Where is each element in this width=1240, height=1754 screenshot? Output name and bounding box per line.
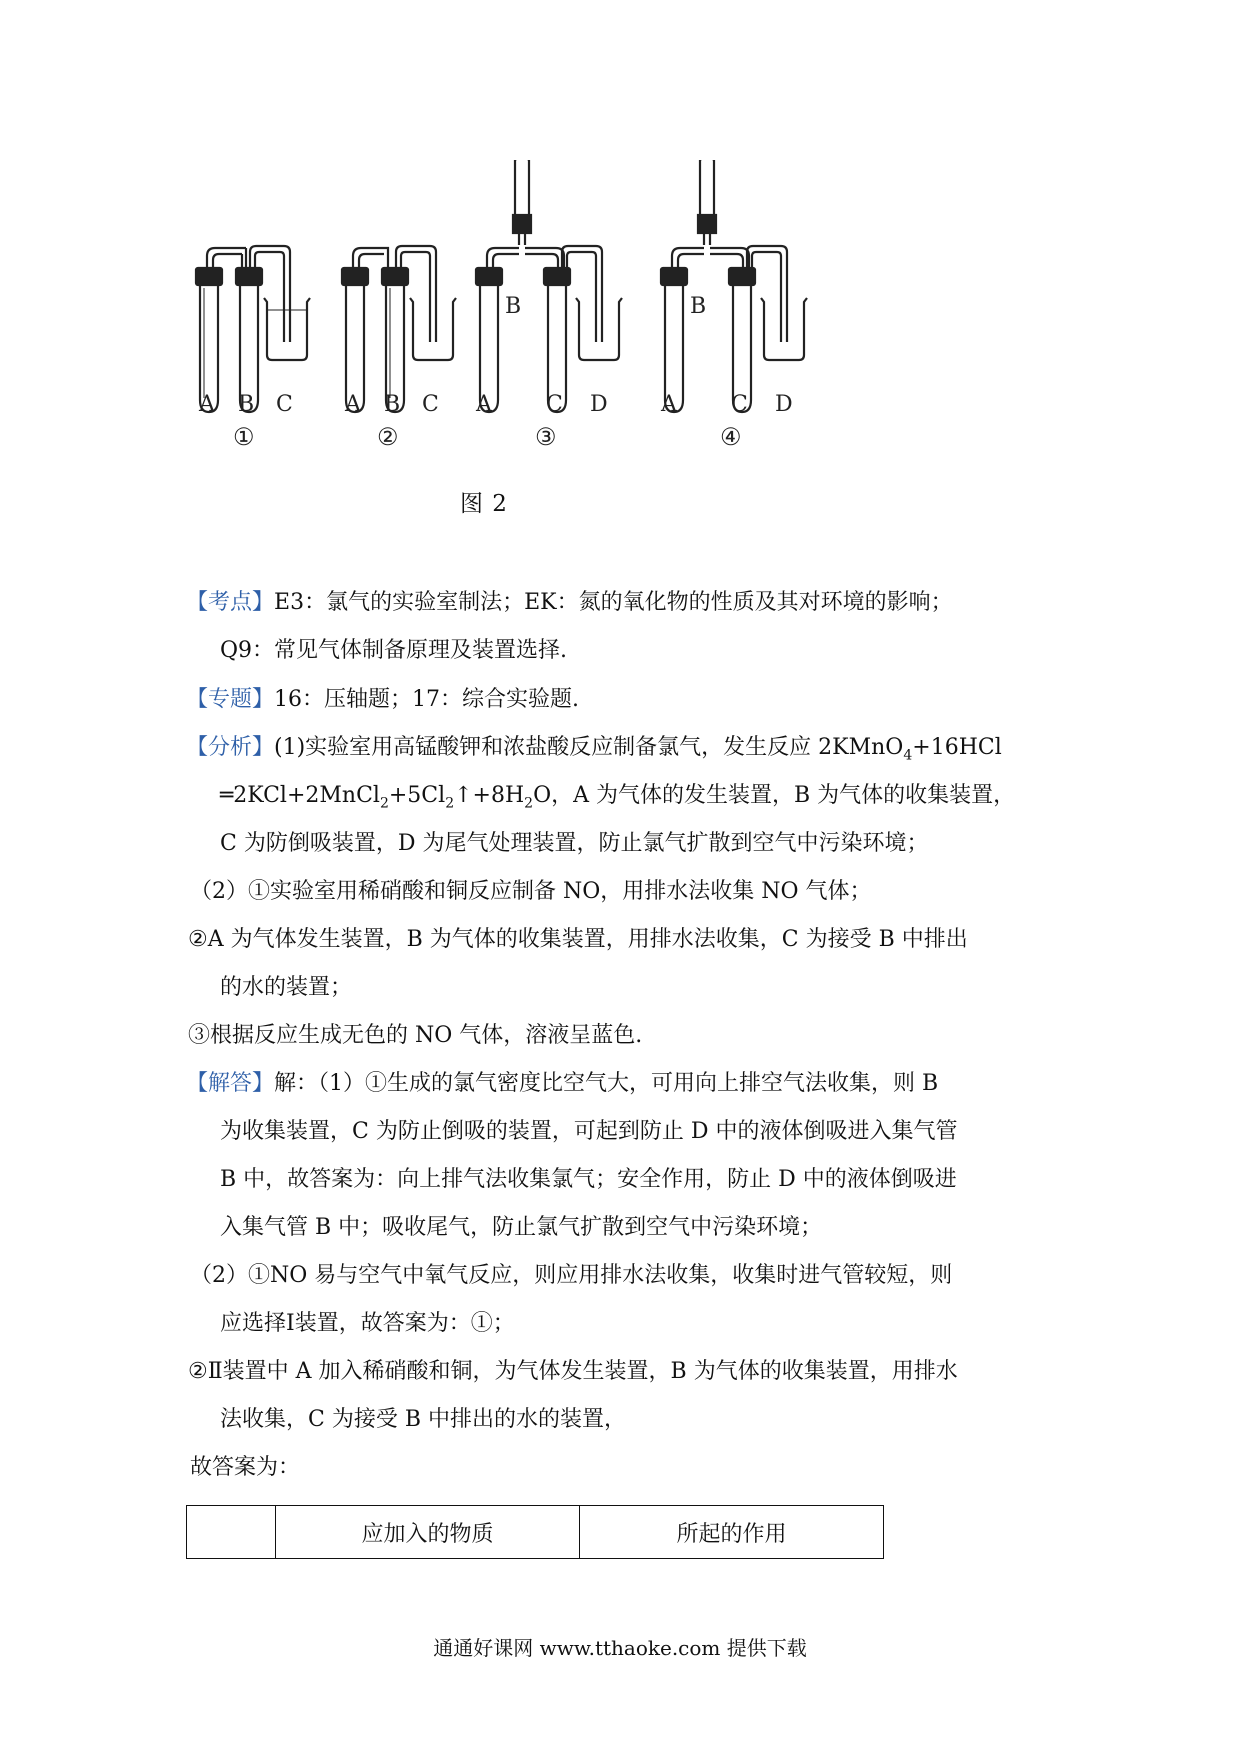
apparatus-4 — [661, 160, 807, 412]
fenxi-text-1: (1)实验室用高锰酸钾和浓盐酸反应制备氯气，发生反应 2KMnO — [274, 735, 904, 760]
kaodian-line-1 — [186, 588, 953, 618]
apparatus-diagram — [180, 160, 940, 460]
label-1-C: C — [276, 392, 293, 417]
jieda-line-5: （2）①NO 易与空气中氧气反应，则应用排水法收集，收集时进气管较短，则 — [190, 1263, 953, 1288]
fenxi-line-7: ③根据反应生成无色的 NO 气体，溶液呈蓝色. — [188, 1023, 643, 1048]
label-2-C: C — [422, 392, 439, 417]
label-4-A: A — [661, 392, 677, 417]
kaodian-tag: 【考点】 — [186, 590, 275, 615]
label-3-B: B — [505, 294, 522, 319]
label-4-id: ④ — [720, 423, 742, 451]
jieda-line-6: 应选择Ⅰ装置，故答案为：①； — [220, 1311, 515, 1336]
fenxi-tag: 【分析】 — [186, 735, 275, 760]
label-3-id: ③ — [535, 423, 557, 451]
apparatus-figure — [180, 160, 940, 460]
zhuanti-line-1 — [186, 685, 579, 715]
fenxi-eq-a: ═2KCl+2MnCl — [220, 783, 380, 808]
fenxi-line-5: ②A 为气体发生装置，B 为气体的收集装置，用排水法收集，C 为接受 B 中排出 — [188, 927, 968, 952]
table-header-blank — [187, 1506, 276, 1559]
table-header-substance: 应加入的物质 — [276, 1506, 580, 1559]
table-header-role: 所起的作用 — [580, 1506, 884, 1559]
jieda-line-3: B 中，故答案为：向上排气法收集氯气；安全作用，防止 D 中的液体倒吸进 — [220, 1167, 957, 1192]
label-2-B: B — [384, 392, 401, 417]
label-2-A: A — [345, 392, 361, 417]
label-2-id: ② — [377, 423, 399, 451]
jieda-line-1 — [186, 1069, 938, 1099]
zhuanti-text-1: 16：压轴题；17：综合实验题. — [274, 687, 579, 712]
label-1-id: ① — [233, 423, 255, 451]
label-3-A: A — [476, 392, 492, 417]
jieda-text-1: 解：（1）①生成的氯气密度比空气大，可用向上排空气法收集，则 B — [274, 1071, 939, 1096]
jieda-line-8: 法收集，C 为接受 B 中排出的水的装置， — [220, 1407, 626, 1432]
fenxi-eq-d: O，A 为气体的发生装置，B 为气体的收集装置， — [533, 783, 1016, 808]
kaodian-line-2: Q9：常见气体制备原理及装置选择. — [220, 638, 568, 663]
label-4-C: C — [731, 392, 748, 417]
apparatus-1 — [196, 246, 310, 412]
jieda-line-7: ②Ⅱ装置中 A 加入稀硝酸和铜，为气体发生装置，B 为气体的收集装置，用排水 — [188, 1359, 958, 1384]
apparatus-3 — [476, 160, 622, 412]
fenxi-sub-1: 4 — [903, 747, 913, 764]
fenxi-eq-sub3: 2 — [524, 795, 534, 812]
fenxi-text-1-tail: +16HCl — [912, 735, 1002, 760]
fenxi-eq-sub1: 2 — [379, 795, 389, 812]
label-3-D: D — [590, 392, 608, 417]
label-4-D: D — [775, 392, 793, 417]
label-1-A: A — [199, 392, 215, 417]
jieda-line-2: 为收集装置，C 为防止倒吸的装置，可起到防止 D 中的液体倒吸进入集气管 — [220, 1119, 958, 1144]
figure-caption: 图 2 — [460, 491, 508, 517]
answer-table — [186, 1505, 884, 1559]
zhuanti-tag: 【专题】 — [186, 687, 275, 712]
fenxi-line-4: （2）①实验室用稀硝酸和铜反应制备 NO，用排水法收集 NO 气体； — [190, 879, 872, 904]
fenxi-eq-c: ↑+8H — [454, 783, 525, 808]
label-1-B: B — [238, 392, 255, 417]
fenxi-line-2 — [220, 781, 1015, 811]
apparatus-2 — [342, 246, 456, 412]
jieda-line-4: 入集气管 B 中；吸收尾气，防止氯气扩散到空气中污染环境； — [220, 1215, 823, 1240]
fenxi-line-3: C 为防倒吸装置，D 为尾气处理装置，防止氯气扩散到空气中污染环境； — [220, 831, 929, 856]
label-3-C: C — [546, 392, 563, 417]
kaodian-text-1: E3：氯气的实验室制法；EK：氮的氧化物的性质及其对环境的影响； — [274, 590, 953, 615]
fenxi-eq-b: +5Cl — [388, 783, 446, 808]
answer-table-wrap — [186, 1505, 884, 1559]
fenxi-line-6: 的水的装置； — [220, 975, 353, 1000]
fenxi-eq-sub2: 2 — [445, 795, 455, 812]
table-header-row — [187, 1506, 884, 1559]
label-4-B: B — [690, 294, 707, 319]
page-footer: 通通好课网 www.tthaoke.com 提供下载 — [433, 1636, 807, 1660]
jieda-tag: 【解答】 — [186, 1071, 275, 1096]
fenxi-line-1 — [186, 733, 1002, 763]
jieda-line-9: 故答案为： — [190, 1455, 301, 1480]
